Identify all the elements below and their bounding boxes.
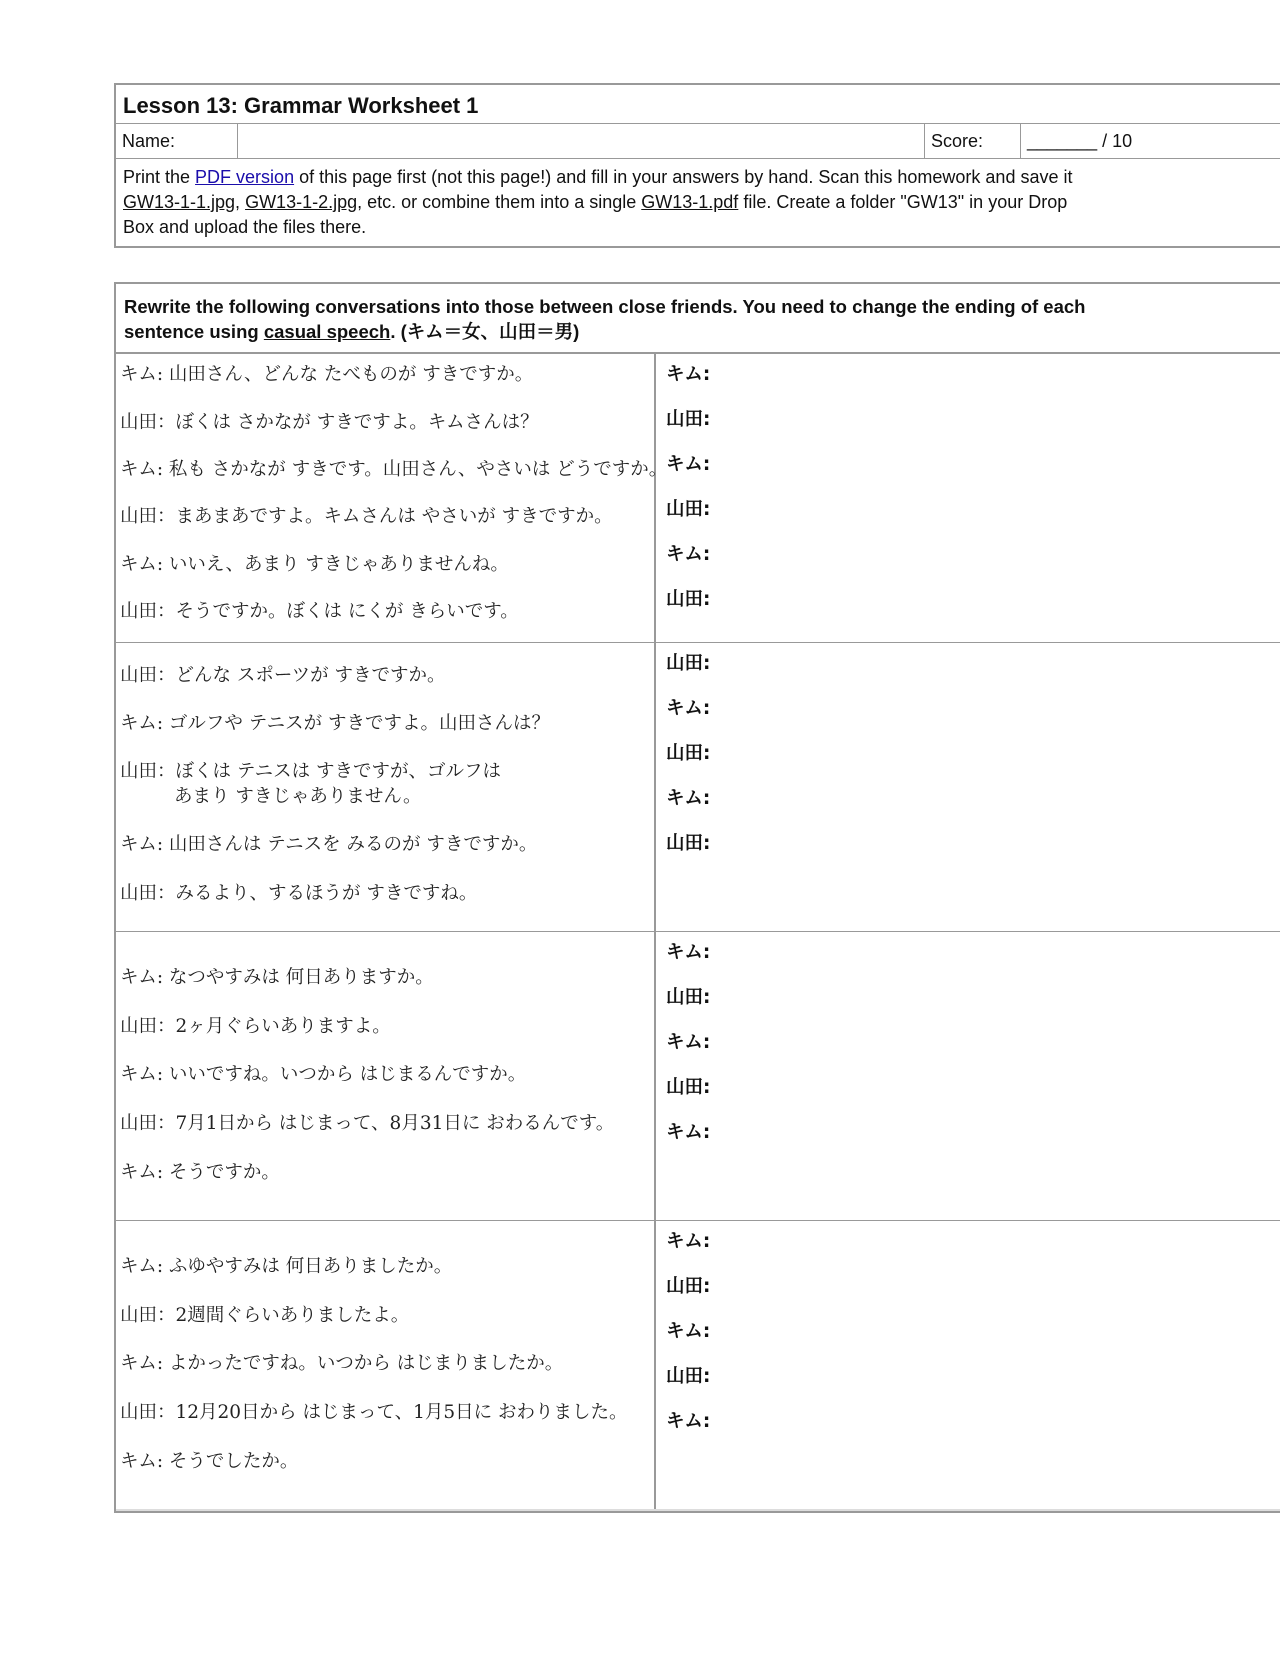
answer-speaker: キム: [666, 1032, 711, 1053]
answer-speaker: キム: [666, 1411, 711, 1432]
answer-area [656, 1221, 1280, 1509]
worksheet-header [114, 83, 1280, 248]
answer-speaker: 山田: [666, 743, 711, 764]
dialogue-line: キム: 山田さん、どんな たべものが すきですか。 [120, 364, 534, 385]
filename-2: GW13-1-2.jpg [245, 192, 358, 212]
dialogue-line: 山田：7月1日から はじまって、8月31日に おわるんです。 [120, 1113, 615, 1134]
answer-speaker: キム: [666, 544, 711, 565]
answer-speaker: キム: [666, 364, 711, 385]
score-field: _______ / 10 [1027, 130, 1133, 151]
answer-speaker: 山田: [666, 653, 711, 674]
filename-1: GW13-1-1.jpg [123, 192, 236, 212]
answer-area [656, 932, 1280, 1220]
answer-speaker: 山田: [666, 1276, 711, 1297]
dialogue-line: キム: 山田さんは テニスを みるのが すきですか。 [120, 834, 538, 855]
dialogue-line: キム: ゴルフや テニスが すきですよ。山田さんは？ [120, 713, 550, 734]
exercise-box [114, 282, 1280, 1513]
answer-speaker: キム: [666, 698, 711, 719]
prompt-text-1: sentence using [124, 321, 264, 342]
original-dialogue [116, 354, 668, 642]
dialogue-line: 山田：まあまあですよ。キムさんは やさいが すきですか。 [120, 506, 613, 527]
dialogue-line: キム: 私も さかなが すきです。山田さん、やさいは どうですか。 [120, 459, 668, 480]
dialogue-line: 山田：12月20日から はじまって、1月5日に おわりました。 [120, 1402, 628, 1423]
dialogue-line: キム: ふゆやすみは 何日ありましたか。 [120, 1256, 453, 1277]
name-label: Name: [116, 124, 238, 158]
header-box [114, 83, 1280, 248]
answer-speaker: キム: [666, 1321, 711, 1342]
dialogue-line: 山田：ぼくは さかなが すきですよ。キムさんは？ [120, 412, 539, 433]
prompt-line-1: Rewrite the following conversations into those between close friends. You need to change the ending of each [124, 296, 1086, 317]
pdf-version-link[interactable]: PDF version [195, 167, 295, 187]
prompt-text-2: . (キム＝女、山田＝男) [390, 321, 580, 342]
dialogue-line: 山田：ぼくは テニスは すきですが、ゴルフは [120, 761, 502, 782]
dialogue-line: キム: いいですね。いつから はじまるんですか。 [120, 1064, 527, 1085]
instructions [116, 159, 1280, 246]
dialogue-line: 山田：2週間ぐらいありましたよ。 [120, 1305, 410, 1326]
casual-speech-term: casual speech [263, 321, 391, 342]
dialogue-line: あまり すきじゃありません。 [174, 786, 422, 807]
instr-text-4: , etc. or combine them into a single [357, 192, 642, 212]
dialogue-line: キム: そうですか。 [120, 1162, 280, 1183]
answer-speaker: 山田: [666, 1366, 711, 1387]
dialogue-line: 山田：どんな スポーツが すきですか。 [120, 665, 446, 686]
answer-speaker: 山田: [666, 499, 711, 520]
exercise-prompt [116, 284, 1280, 354]
conversation-block-1 [116, 354, 1280, 643]
dialogue-line: 山田：そうですか。ぼくは にくが きらいです。 [120, 601, 519, 622]
filename-3: GW13-1.pdf [641, 192, 739, 212]
dialogue-line: キム: よかったですね。いつから はじまりましたか。 [120, 1353, 564, 1374]
answer-speaker: 山田: [666, 589, 711, 610]
answer-speaker: キム: [666, 1122, 711, 1143]
instr-text-5: file. Create a folder "GW13" in your Drop [738, 192, 1068, 212]
answer-area [656, 354, 1280, 642]
dialogue-line: キム: なつやすみは 何日ありますか。 [120, 967, 434, 988]
conversation-block-4 [116, 1221, 1280, 1511]
dialogue-line: 山田：2ヶ月ぐらいありますよ。 [120, 1016, 391, 1037]
original-dialogue [116, 1221, 656, 1509]
original-dialogue [116, 932, 656, 1220]
answer-speaker: キム: [666, 788, 711, 809]
name-score-row [116, 124, 1280, 159]
page-title: Lesson 13: Grammar Worksheet 1 [116, 85, 1280, 124]
instr-text-3: , [235, 192, 246, 212]
answer-speaker: 山田: [666, 409, 711, 430]
original-dialogue [116, 643, 656, 931]
dialogue-line: キム: そうでしたか。 [120, 1451, 299, 1472]
answer-speaker: キム: [666, 942, 711, 963]
dialogue-line: キム: いいえ、あまり すきじゃありませんね。 [120, 554, 509, 575]
name-field [238, 124, 925, 158]
instr-text-6: Box and upload the files there. [123, 217, 367, 237]
answer-speaker: キム: [666, 1231, 711, 1252]
conversation-block-2 [116, 643, 1280, 932]
dialogue-line: 山田：みるより、するほうが すきですね。 [120, 883, 478, 904]
answer-speaker: キム: [666, 454, 711, 475]
conversation-block-3 [116, 932, 1280, 1221]
answer-speaker: 山田: [666, 987, 711, 1008]
score-label: Score: [925, 124, 1021, 158]
instr-text-1: Print the [123, 167, 196, 187]
instr-text-2: of this page first (not this page!) and fill in your answers by hand. Scan this homework and save it [294, 167, 1073, 187]
answer-area [656, 643, 1280, 931]
answer-speaker: 山田: [666, 1077, 711, 1098]
answer-speaker: 山田: [666, 833, 711, 854]
